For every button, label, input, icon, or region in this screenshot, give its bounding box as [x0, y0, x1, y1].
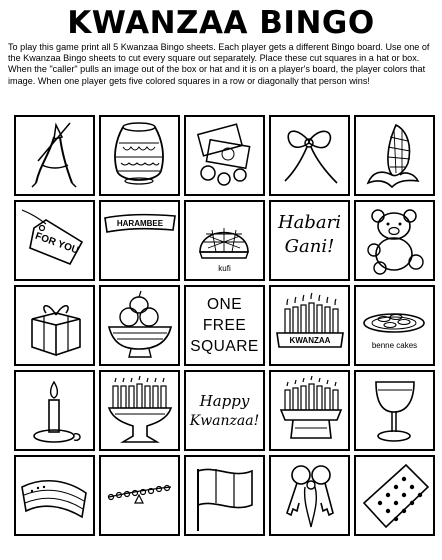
bingo-square-keys[interactable]	[269, 455, 350, 536]
keys-icon	[271, 457, 348, 534]
bingo-square-flag-banner[interactable]	[14, 455, 95, 536]
kwanzaa-banner-label: KWANZAA	[289, 336, 331, 345]
habari-text: Habari	[277, 212, 342, 233]
bingo-square-teddy-bear[interactable]	[354, 200, 435, 281]
corn-husk-doll-icon	[16, 117, 93, 194]
bingo-square-candle[interactable]	[14, 370, 95, 451]
bingo-square-kinara-2[interactable]	[269, 370, 350, 451]
free-line-3: SQUARE	[190, 338, 259, 355]
benne-cakes-plate-icon	[356, 287, 433, 364]
candle-icon	[16, 372, 93, 449]
bingo-square-bow[interactable]	[269, 115, 350, 196]
bingo-square-benne-cakes[interactable]	[354, 285, 435, 366]
bingo-square-money[interactable]	[184, 115, 265, 196]
bingo-square-kinara-1[interactable]	[99, 370, 180, 451]
kinara-icon	[101, 372, 178, 449]
instructions-text: To play this game print all 5 Kwanzaa Bingo sheets. Each player gets a different Bingo board. Use one of the Kwanzaa Bingo sheets to cut every square out separately. Place these cut squares in a hat or box. When the "caller" pulls an image out of the box or hat and it is on a player's board, the player colors that image. When one player gets five colored squares in a row or diagonally that person wins!	[8, 42, 430, 86]
harambee-banner-icon	[101, 202, 178, 279]
free-line-1: ONE	[206, 296, 243, 313]
free-line-2: FREE	[202, 317, 247, 334]
bingo-square-corn[interactable]	[354, 115, 435, 196]
bingo-square-kufi[interactable]	[184, 200, 265, 281]
free-square-text	[186, 287, 263, 364]
money-stack-icon	[186, 117, 263, 194]
teddy-bear-icon	[356, 202, 433, 279]
flag-banner-icon	[16, 457, 93, 534]
bingo-square-gift-tag[interactable]	[14, 200, 95, 281]
bingo-square-bracelet[interactable]	[99, 455, 180, 536]
gift-bow-ribbon-icon	[271, 117, 348, 194]
corn-icon	[356, 117, 433, 194]
harambee-label: HARAMBEE	[116, 219, 164, 228]
gani-text: Gani!	[284, 236, 335, 257]
bingo-square-harambee[interactable]	[99, 200, 180, 281]
bingo-square-gift-box[interactable]	[14, 285, 95, 366]
bingo-square-corn-husk-doll[interactable]	[14, 115, 95, 196]
chocolate-bar-icon	[356, 457, 433, 534]
bingo-square-unity-cup[interactable]	[354, 370, 435, 451]
bingo-square-flag[interactable]	[184, 455, 265, 536]
beaded-bracelet-icon	[101, 457, 178, 534]
bingo-board	[14, 115, 435, 536]
kufi-caption: kufi	[218, 264, 231, 273]
flag-icon	[186, 457, 263, 534]
gift-tag-icon	[16, 202, 93, 279]
bingo-square-fruit-basket[interactable]	[99, 285, 180, 366]
bingo-square-free[interactable]	[184, 285, 265, 366]
gift-tag-label: FOR YOU	[33, 230, 81, 257]
kinara-candles-icon	[271, 287, 348, 364]
bingo-square-chocolate-bar[interactable]	[354, 455, 435, 536]
kwanzaa-text: Kwanzaa!	[189, 413, 260, 429]
fruit-basket-icon	[101, 287, 178, 364]
gift-box-icon	[16, 287, 93, 364]
bingo-square-kinara-banner[interactable]	[269, 285, 350, 366]
bingo-square-habari-gani[interactable]	[269, 200, 350, 281]
kinara-icon	[271, 372, 348, 449]
unity-cup-icon	[356, 372, 433, 449]
decorated-vase-icon	[101, 117, 178, 194]
happy-text: Happy	[199, 392, 250, 410]
page-title: KWANZAA BINGO	[67, 5, 375, 41]
bingo-square-vase[interactable]	[99, 115, 180, 196]
bingo-square-happy-kwanzaa[interactable]	[184, 370, 265, 451]
benne-caption: benne cakes	[371, 341, 418, 350]
